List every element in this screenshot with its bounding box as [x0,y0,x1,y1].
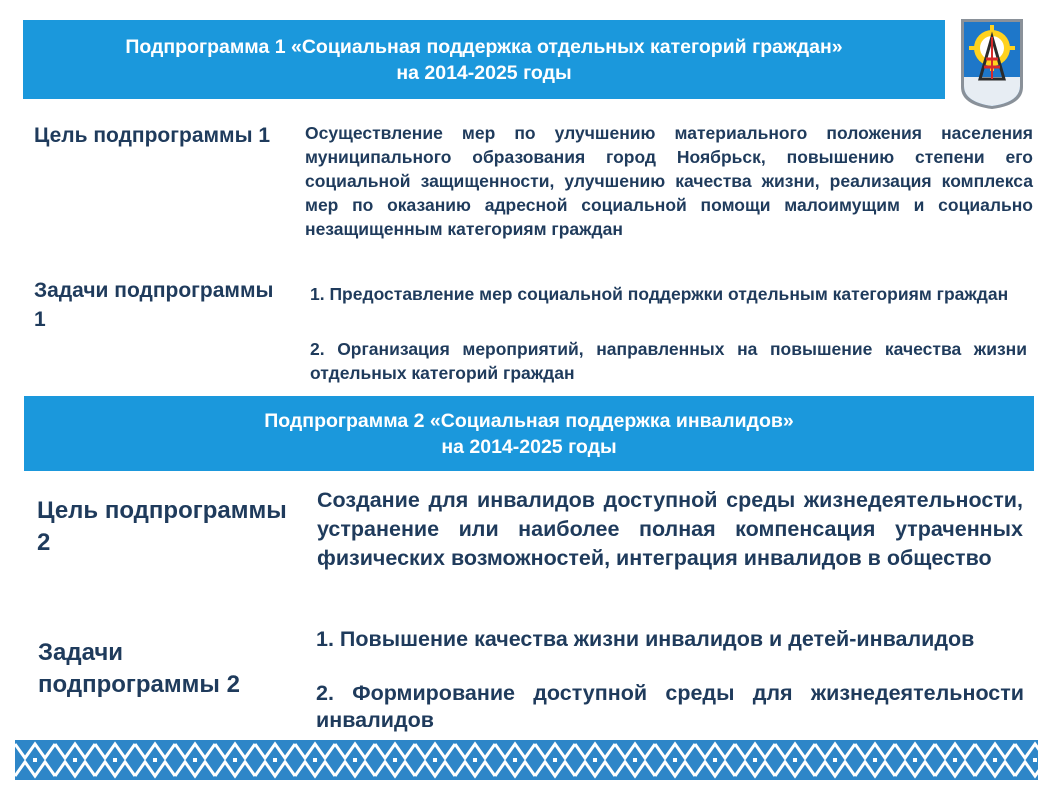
tasks-1-label: Задачи подпрограммы 1 [34,279,274,331]
goal-1-label: Цель подпрограммы 1 [34,124,271,147]
subprogram-2-title: Подпрограмма 2 «Социальная поддержка инвалидов» [264,409,794,432]
task-2-2: 2. Формирование доступной среды для жизнедеятельности инвалидов [316,681,1024,732]
task-2-1: 1. Повышение качества жизни инвалидов и детей-инвалидов [316,627,975,651]
goal-2-text: Создание для инвалидов доступной среды жизнедеятельности, устранение или наиболее полная компенсация утраченных физических возможностей, интеграция инвалидов в общество [317,488,1023,570]
subprogram-1-banner [23,20,945,99]
goal-2-label: Цель подпрограммы 2 [37,497,287,556]
task-1-2: 2. Организация мероприятий, направленных на повышение качества жизни отдельных категорий граждан [310,339,1027,383]
subprogram-1-title: Подпрограмма 1 «Социальная поддержка отдельных категорий граждан» [125,35,843,58]
coat-of-arms-icon [959,17,1025,111]
goal-1-text: Осуществление мер по улучшению материального положения населения муниципального образования город Ноябрьск, повышению степени его социальной защищенности, улучшению качества жизни, реализация комплекса мер по оказанию адресной социальной помощи малоимущим и социально незащищенным категориям граждан [305,123,1033,239]
task-1-1: 1. Предоставление мер социальной поддержки отдельным категориям граждан [310,284,1009,304]
subprogram-2-banner [24,396,1034,471]
subprogram-1-period: на 2014-2025 годы [396,61,572,84]
subprogram-2-period: на 2014-2025 годы [441,435,617,458]
ornament-border [15,740,1038,780]
tasks-2-label: Задачи подпрограммы 2 [38,639,240,698]
